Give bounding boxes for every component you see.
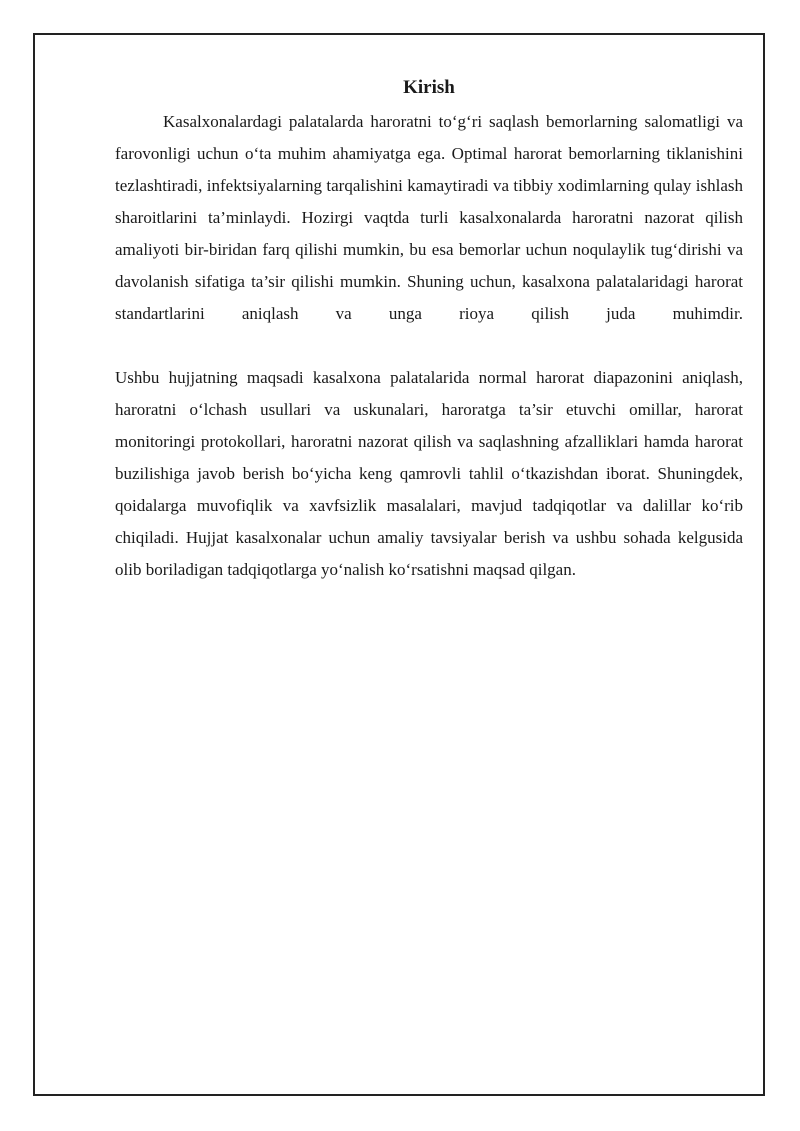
paragraph-purpose: Ushbu hujjatning maqsadi kasalxona palatalarida normal harorat diapazonini aniqlash, haroratni o‘lchash usullari va uskunalari, haroratga ta’sir etuvchi omillar, harorat monitoringi protokollari, haroratni nazorat qilish va saqlashning afzalliklari hamda harorat buzilishiga javob berish bo‘yicha keng qamrovli tahlil o‘tkazishdan iborat. Shuningdek, qoidalarga muvofiqlik va xavfsizlik masalalari, mavjud tadqiqotlar va dalillar ko‘rib chiqiladi. Hujjat kasalxonalar uchun amaliy tavsiyalar berish va ushbu sohada kelgusida olib boriladigan tadqiqotlarga yo‘nalish ko‘rsatishni maqsad qilgan.: [115, 368, 743, 579]
paragraph-intro: Kasalxonalardagi palatalarda haroratni to‘g‘ri saqlash bemorlarning salomatligi va farovonligi uchun o‘ta muhim ahamiyatga ega. Optimal harorat bemorlarning tiklanishini tezlashtiradi, infektsiyalarning tarqalishini kamaytiradi va tibbiy xodimlarning qulay ishlash sharoitlarini ta’minlaydi. Hozirgi vaqtda turli kasalxonalarda haroratni nazorat qilish amaliyoti bir-biridan farq qilishi mumkin, bu esa bemorlar uchun noqulaylik tug‘dirishi va davolanish sifatiga ta’sir qilishi mumkin. Shuning uchun, kasalxona palatalaridagi harorat standartlarini aniqlash va unga rioya qilish juda muhimdir.: [115, 112, 743, 323]
document-body: [115, 74, 743, 586]
paragraph-gap: [115, 330, 743, 362]
document-title: Kirish: [403, 77, 455, 98]
